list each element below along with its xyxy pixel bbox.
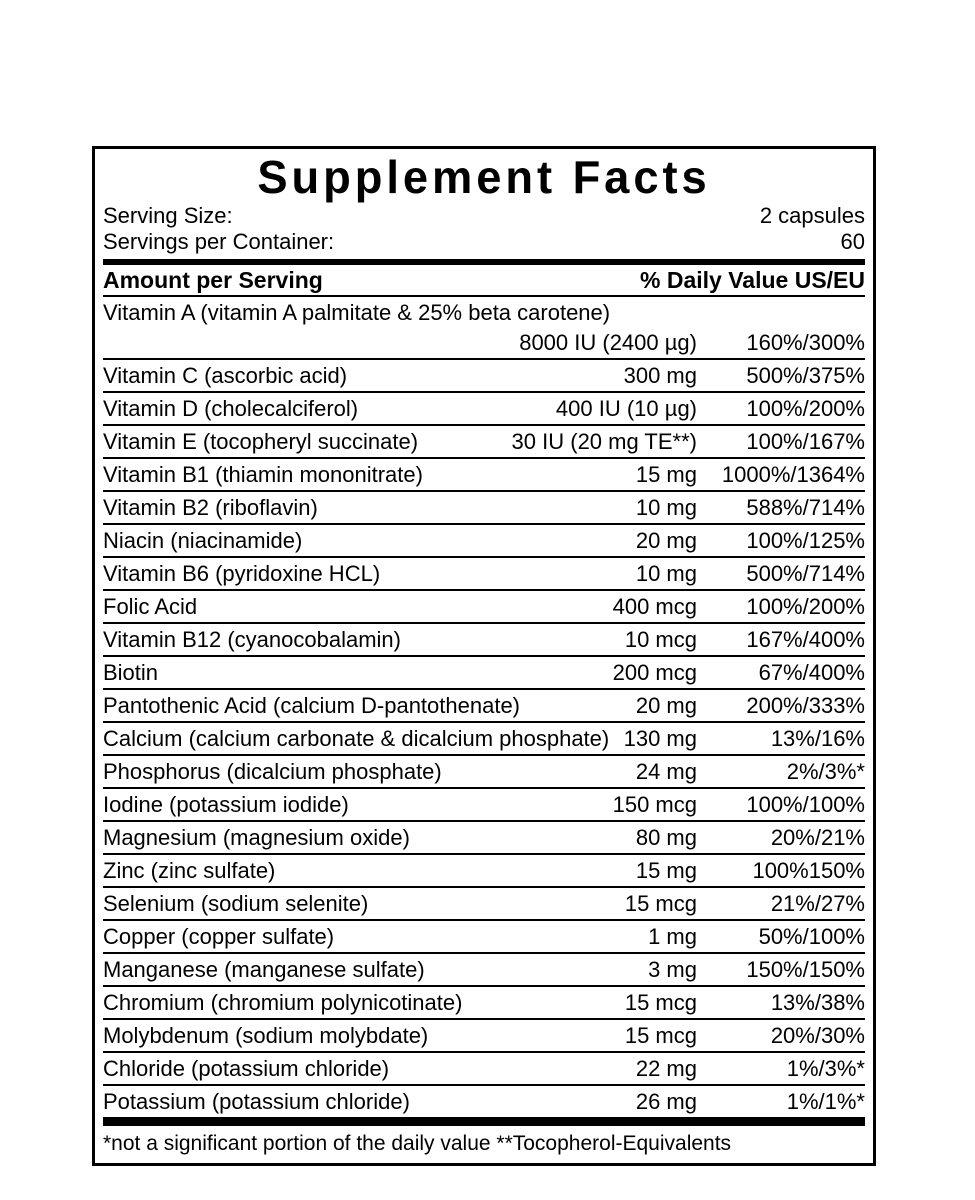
nutrient-rows [103,297,865,1119]
table-row [103,297,865,358]
nutrient-name: Magnesium (magnesium oxide) [103,825,410,850]
nutrient-amount: 10 mg [635,561,697,586]
nutrient-daily-value: 150%/150% [746,957,865,982]
nutrient-amount: 20 mg [635,693,697,718]
table-row [103,921,865,952]
table-row [103,1020,865,1051]
nutrient-name: Vitamin B2 (riboflavin) [103,495,318,520]
nutrient-name: Vitamin A (vitamin A palmitate & 25% beta carotene) [103,300,611,325]
serving-size-value: 2 capsules [759,203,865,228]
nutrient-name: Biotin [103,660,159,685]
nutrient-name: Potassium (potassium chloride) [103,1089,410,1114]
nutrient-daily-value: 167%/400% [746,627,865,652]
nutrient-daily-value: 13%/38% [770,990,865,1015]
nutrient-amount: 26 mg [635,1089,697,1114]
table-row [103,822,865,853]
table-row [103,657,865,688]
table-row [103,756,865,787]
table-row [103,690,865,721]
nutrient-daily-value: 100%/200% [746,594,865,619]
nutrient-name: Selenium (sodium selenite) [103,891,369,916]
nutrient-amount: 20 mg [635,528,697,553]
nutrient-daily-value: 100%150% [752,858,865,883]
nutrient-name: Vitamin B1 (thiamin mononitrate) [103,462,423,487]
table-row [103,987,865,1018]
nutrient-amount: 15 mg [635,462,697,487]
nutrient-daily-value: 50%/100% [758,924,865,949]
nutrient-daily-value: 21%/27% [770,891,865,916]
table-row [103,624,865,655]
table-row [103,558,865,589]
nutrient-daily-value: 100%/125% [746,528,865,553]
table-row [103,591,865,622]
nutrient-daily-value: 67%/400% [758,660,865,685]
nutrient-amount: 15 mcg [624,990,697,1015]
table-row [103,360,865,391]
divider-thick-bottom [103,1119,865,1126]
nutrient-daily-value: 100%/200% [746,396,865,421]
nutrient-name: Vitamin C (ascorbic acid) [103,363,348,388]
nutrient-amount: 30 IU (20 mg TE**) [511,429,697,454]
nutrient-name: Vitamin E (tocopheryl succinate) [103,429,419,454]
nutrient-daily-value: 1000%/1364% [721,462,865,487]
nutrient-name: Folic Acid [103,594,198,619]
nutrient-amount: 80 mg [635,825,697,850]
nutrient-amount: 15 mcg [624,1023,697,1048]
nutrient-daily-value: 200%/333% [746,693,865,718]
nutrient-name: Vitamin B6 (pyridoxine HCL) [103,561,381,586]
nutrient-daily-value: 160%/300% [746,330,865,355]
nutrient-daily-value: 13%/16% [770,726,865,751]
nutrient-name: Vitamin D (cholecalciferol) [103,396,359,421]
page-title: Supplement Facts [257,151,711,203]
table-row [103,459,865,490]
nutrient-daily-value: 100%/167% [746,429,865,454]
nutrient-amount: 8000 IU (2400 µg) [519,330,697,355]
nutrient-name: Zinc (zinc sulfate) [103,858,276,883]
nutrient-name: Phosphorus (dicalcium phosphate) [103,759,442,784]
table-row [103,426,865,457]
nutrient-daily-value: 100%/100% [746,792,865,817]
table-row [103,393,865,424]
nutrient-amount: 300 mg [623,363,697,388]
nutrient-amount: 10 mcg [624,627,697,652]
nutrient-amount: 400 IU (10 µg) [555,396,697,421]
nutrient-name: Iodine (potassium iodide) [103,792,349,817]
table-row [103,723,865,754]
nutrient-daily-value: 1%/1%* [786,1089,865,1114]
nutrient-daily-value: 2%/3%* [786,759,865,784]
nutrient-name: Manganese (manganese sulfate) [103,957,425,982]
footnote-text: *not a significant portion of the daily value **Tocopherol-Equivalents [103,1132,732,1155]
table-row [103,888,865,919]
nutrient-amount: 1 mg [648,924,697,949]
nutrient-daily-value: 588%/714% [746,495,865,520]
daily-value-header: % Daily Value US/EU [640,267,865,293]
table-row [103,1053,865,1084]
table-row [103,1086,865,1117]
nutrient-amount: 130 mg [623,726,697,751]
supplement-facts-panel [92,146,876,1166]
nutrient-name: Vitamin B12 (cyanocobalamin) [103,627,401,652]
nutrient-amount: 200 mcg [612,660,697,685]
amount-per-serving-header: Amount per Serving [103,267,323,293]
nutrient-amount: 22 mg [635,1056,697,1081]
nutrient-amount: 15 mcg [624,891,697,916]
nutrient-daily-value: 500%/375% [746,363,865,388]
table-row [103,789,865,820]
table-row [103,492,865,523]
table-header-row [103,265,865,295]
nutrient-amount: 3 mg [648,957,697,982]
nutrient-amount: 400 mcg [612,594,697,619]
serving-size-label: Serving Size: [103,203,233,228]
servings-per-container-row [103,229,865,255]
nutrient-daily-value: 20%/30% [770,1023,865,1048]
nutrient-daily-value: 20%/21% [770,825,865,850]
servings-per-container-value: 60 [840,229,865,254]
table-row [103,855,865,886]
nutrient-name: Molybdenum (sodium molybdate) [103,1023,429,1048]
table-row [103,954,865,985]
nutrient-name: Chromium (chromium polynicotinate) [103,990,463,1015]
nutrient-name: Calcium (calcium carbonate & dicalcium phosphate) [103,726,610,751]
table-row [103,525,865,556]
nutrient-name: Niacin (niacinamide) [103,528,303,553]
nutrient-name: Copper (copper sulfate) [103,924,335,949]
nutrient-amount: 24 mg [635,759,697,784]
nutrient-daily-value: 1%/3%* [786,1056,865,1081]
servings-per-container-label: Servings per Container: [103,229,335,254]
nutrient-name: Chloride (potassium chloride) [103,1056,390,1081]
nutrient-values [103,328,865,358]
nutrient-amount: 15 mg [635,858,697,883]
nutrient-daily-value: 500%/714% [746,561,865,586]
nutrient-amount: 10 mg [635,495,697,520]
nutrient-name: Pantothenic Acid (calcium D-pantothenate) [103,693,521,718]
nutrient-amount: 150 mcg [612,792,697,817]
serving-size-row [103,203,865,229]
